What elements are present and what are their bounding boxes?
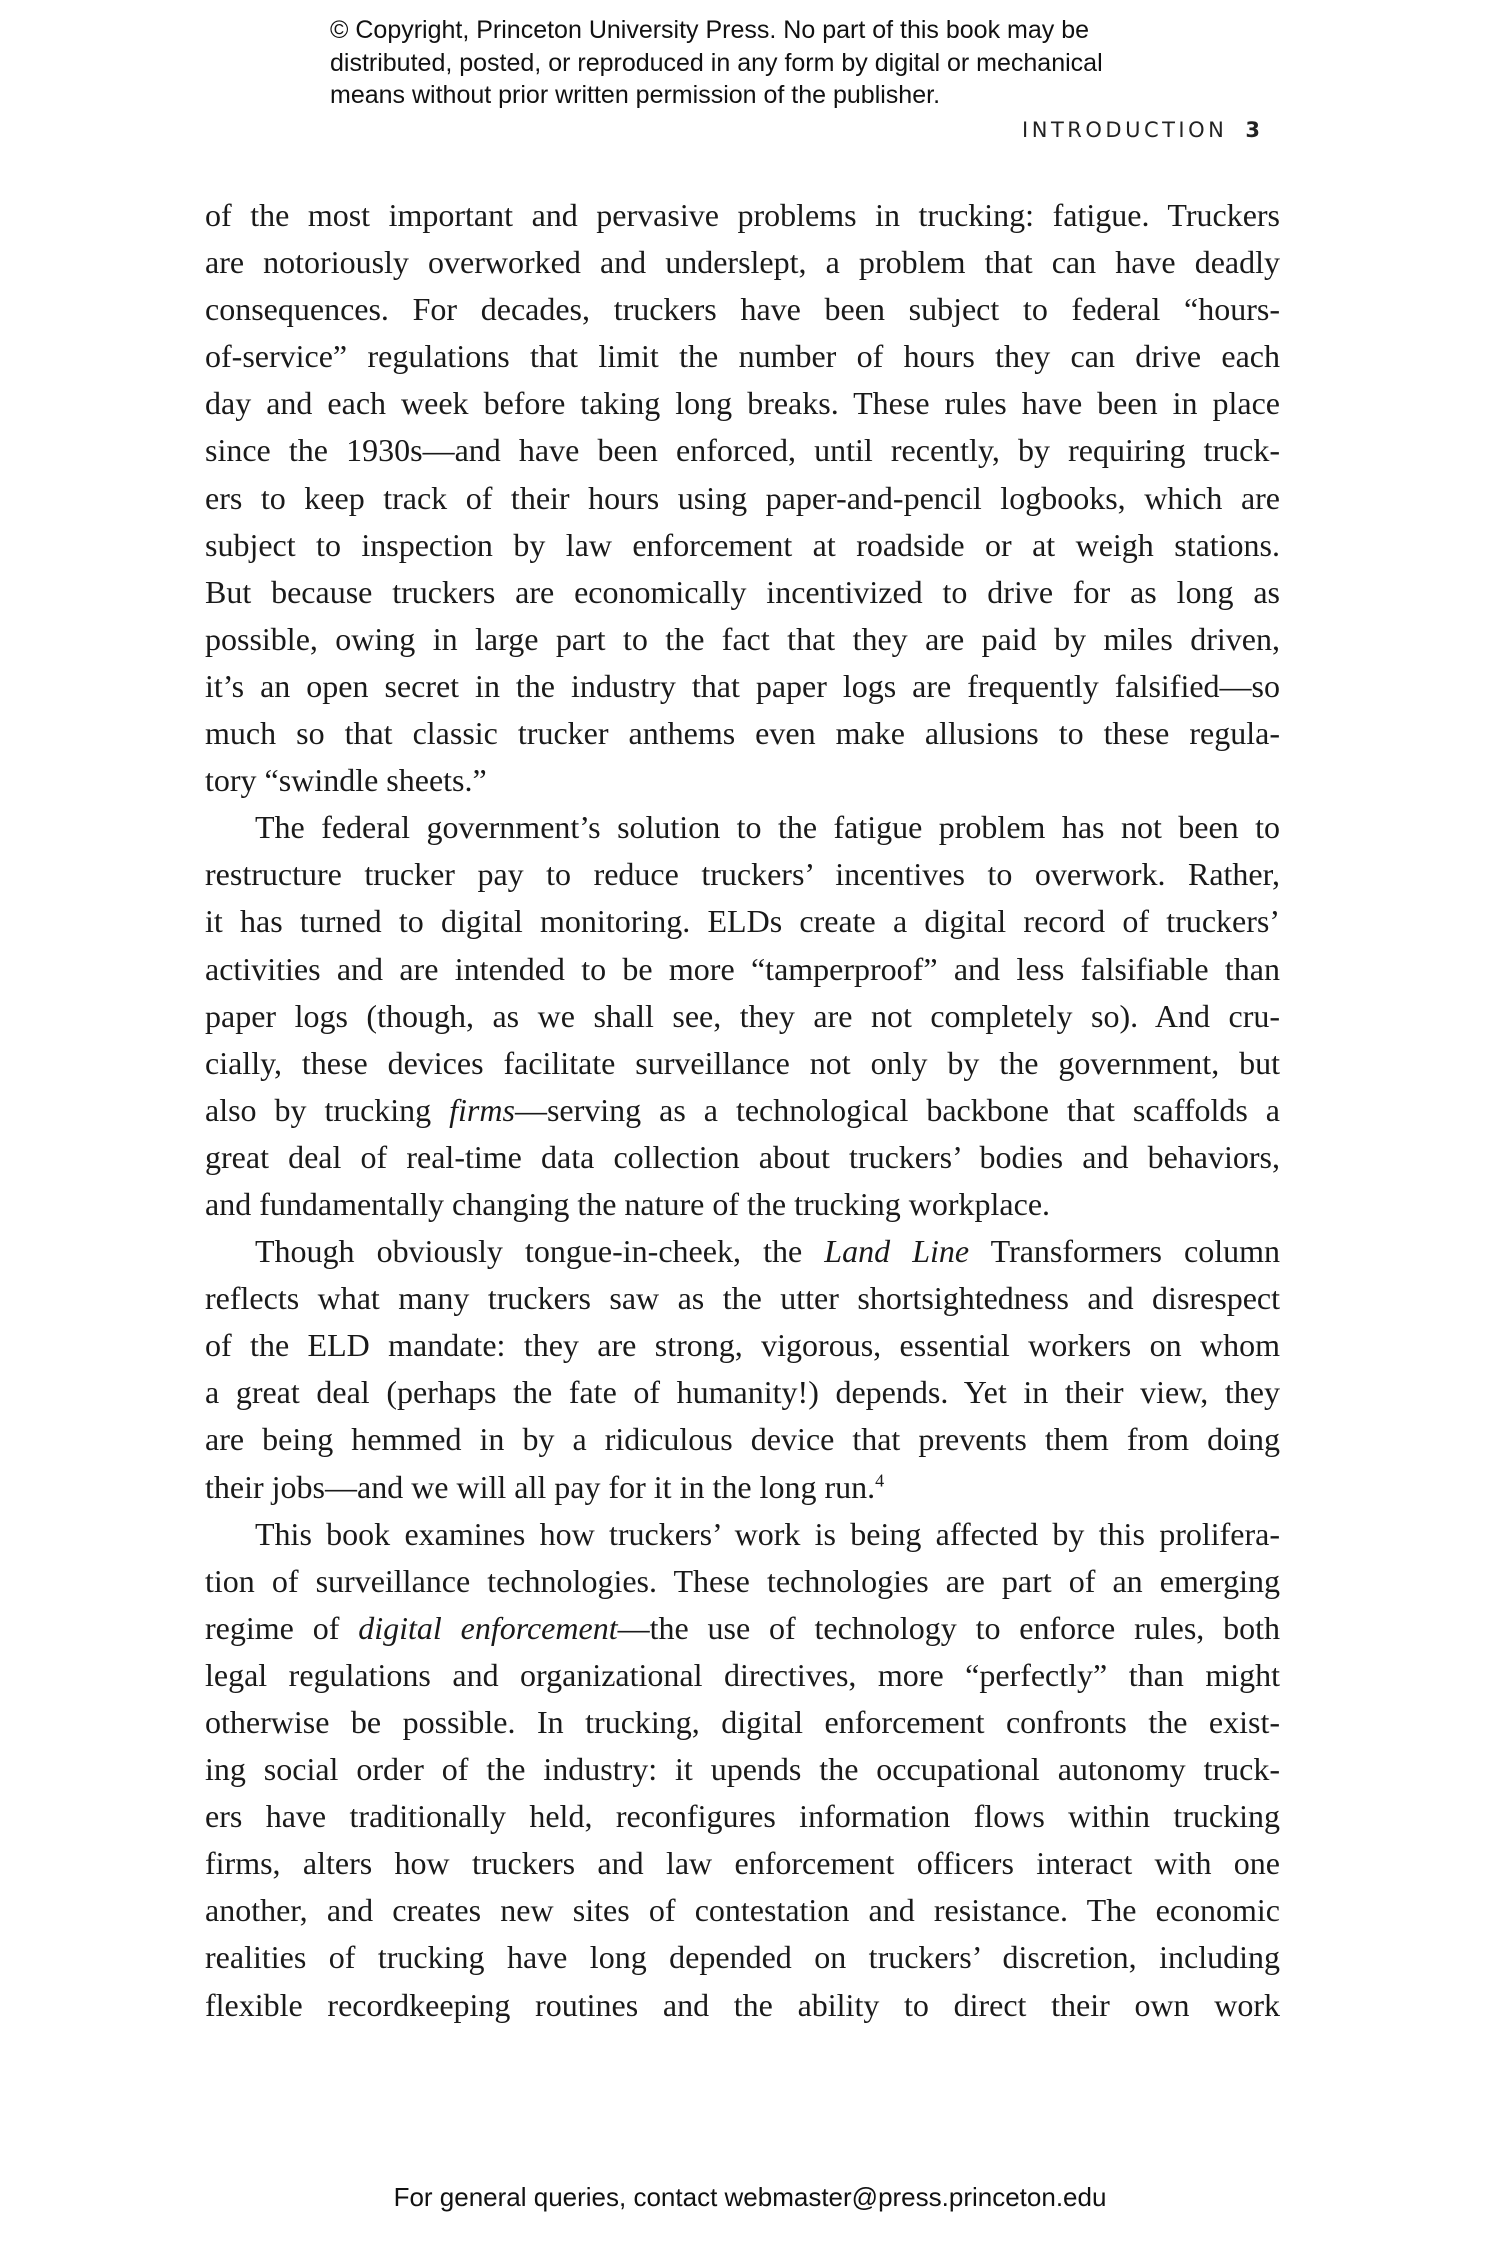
text-line <box>205 1558 1280 1605</box>
text-line <box>205 1134 1280 1181</box>
copyright-line: means without prior written permission of the publisher. <box>330 81 941 109</box>
text-line <box>205 757 1280 804</box>
italic-text: Land Line <box>824 1233 970 1270</box>
running-head <box>1022 118 1260 142</box>
text-segment: tory “swindle sheets.” <box>205 762 487 799</box>
text-segment: their jobs—and we will all pay for it in the long run. <box>205 1468 876 1505</box>
text-line <box>205 333 1280 380</box>
text-segment: since the 1930s—and have been enforced, until recently, by requiring truck- <box>205 432 1280 469</box>
text-segment: it has turned to digital monitoring. ELDs create a digital record of truckers’ <box>205 903 1280 940</box>
text-line <box>205 1934 1280 1981</box>
copyright-notice <box>330 14 1230 112</box>
text-line <box>205 569 1280 616</box>
text-segment: realities of trucking have long depended on truckers’ discretion, including <box>205 1939 1280 1976</box>
text-segment: also by trucking <box>205 1091 450 1128</box>
text-segment: legal regulations and organizational directives, more “perfectly” than might <box>205 1656 1280 1693</box>
text-line <box>205 804 1280 851</box>
text-segment: Though obviously tongue-in-cheek, the <box>255 1233 825 1270</box>
text-line <box>205 1416 1280 1463</box>
text-line <box>205 522 1280 569</box>
text-segment: tion of surveillance technologies. These technologies are part of an emerging <box>205 1562 1280 1599</box>
text-segment: The federal government’s solution to the fatigue problem has not been to <box>255 809 1280 846</box>
text-line <box>205 616 1280 663</box>
text-segment: —serving as a technological backbone that scaffolds a <box>514 1091 1280 1128</box>
text-line <box>205 192 1280 239</box>
text-segment: otherwise be possible. In trucking, digital enforcement confronts the exist- <box>205 1704 1280 1740</box>
page-number: 3 <box>1245 118 1260 142</box>
text-segment: reflects what many truckers saw as the utter shortsightedness and disrespect <box>205 1280 1280 1317</box>
footer-contact: For general queries, contact webmaster@press.princeton.edu <box>393 2182 1107 2212</box>
text-segment: paper logs (though, as we shall see, they are not completely so). And cru- <box>205 997 1280 1034</box>
text-segment: firms, alters how truckers and law enforcement officers interact with one <box>205 1845 1280 1882</box>
text-segment: day and each week before taking long breaks. These rules have been in place <box>205 385 1280 422</box>
italic-text: digital enforcement <box>358 1609 618 1646</box>
text-segment: But because truckers are economically incentivized to drive for as long as <box>205 573 1280 610</box>
text-segment: of-service” regulations that limit the number of hours they can drive each <box>205 338 1280 375</box>
body-text <box>205 192 1280 2029</box>
text-segment: —the use of technology to enforce rules, both <box>617 1609 1281 1646</box>
text-line <box>205 993 1280 1040</box>
text-line <box>205 1652 1280 1699</box>
text-line <box>205 663 1280 710</box>
text-segment: a great deal (perhaps the fate of humanity!) depends. Yet in their view, they <box>205 1374 1280 1411</box>
text-line <box>205 710 1280 757</box>
text-segment: of the most important and pervasive problems in trucking: fatigue. Truckers <box>205 197 1280 233</box>
text-line <box>205 1746 1280 1793</box>
footnote-marker[interactable]: 4 <box>875 1469 885 1490</box>
text-line <box>205 286 1280 333</box>
copyright-line: © Copyright, Princeton University Press. No part of this book may be <box>330 16 1090 44</box>
text-line <box>205 898 1280 945</box>
text-segment: ing social order of the industry: it upends the occupational autonomy truck- <box>205 1751 1280 1788</box>
text-line <box>205 475 1280 522</box>
text-line <box>205 1181 1280 1228</box>
text-segment: regime of <box>205 1609 359 1646</box>
text-line <box>205 380 1280 427</box>
text-segment: possible, owing in large part to the fact that they are paid by miles driven, <box>205 620 1280 657</box>
text-line <box>205 1840 1280 1887</box>
text-line <box>205 1275 1280 1322</box>
text-line <box>205 427 1280 474</box>
text-segment: consequences. For decades, truckers have been subject to federal “hours- <box>205 291 1280 328</box>
text-line <box>205 1040 1280 1087</box>
text-line <box>205 1228 1280 1275</box>
text-segment: great deal of real-time data collection about truckers’ bodies and behaviors, <box>205 1138 1280 1175</box>
chapter-title: INTRODUCTION <box>1022 118 1228 142</box>
text-line <box>205 1605 1280 1652</box>
text-segment: of the ELD mandate: they are strong, vigorous, essential workers on whom <box>205 1327 1280 1364</box>
copyright-line: distributed, posted, or reproduced in any form by digital or mechanical <box>330 48 1103 77</box>
text-line <box>205 1511 1280 1558</box>
text-line <box>205 1982 1280 2029</box>
text-segment: it’s an open secret in the industry that paper logs are frequently falsified—so <box>205 667 1280 704</box>
text-segment: are notoriously overworked and underslept, a problem that can have deadly <box>205 244 1280 281</box>
text-line <box>205 1464 1280 1511</box>
text-segment: ers to keep track of their hours using paper-and-pencil logbooks, which are <box>205 479 1280 516</box>
italic-text: firms <box>449 1091 515 1128</box>
text-segment: subject to inspection by law enforcement at roadside or at weigh stations. <box>205 526 1280 563</box>
text-line <box>205 946 1280 993</box>
text-segment: much so that classic trucker anthems even make allusions to these regula- <box>205 715 1280 752</box>
text-segment: restructure trucker pay to reduce truckers’ incentives to overwork. Rather, <box>205 856 1280 893</box>
text-segment: activities and are intended to be more “tamperproof” and less falsifiable than <box>205 950 1280 987</box>
text-segment: and fundamentally changing the nature of the trucking workplace. <box>205 1185 1051 1222</box>
text-line <box>205 1322 1280 1369</box>
text-segment: flexible recordkeeping routines and the ability to direct their own work <box>205 1986 1280 2023</box>
text-line <box>205 1793 1280 1840</box>
text-line <box>205 239 1280 286</box>
text-segment: This book examines how truckers’ work is being affected by this prolifera- <box>255 1515 1280 1552</box>
text-line <box>205 1699 1280 1746</box>
text-line <box>205 1369 1280 1416</box>
text-segment: Transformers column <box>969 1233 1280 1270</box>
text-line <box>205 851 1280 898</box>
text-line <box>205 1087 1280 1134</box>
text-segment: cially, these devices facilitate surveillance not only by the government, but <box>205 1044 1280 1081</box>
text-segment: ers have traditionally held, reconfigures information flows within trucking <box>205 1798 1280 1835</box>
text-segment: another, and creates new sites of contestation and resistance. The economic <box>205 1892 1280 1929</box>
text-line <box>205 1887 1280 1934</box>
text-segment: are being hemmed in by a ridiculous device that prevents them from doing <box>205 1421 1280 1458</box>
